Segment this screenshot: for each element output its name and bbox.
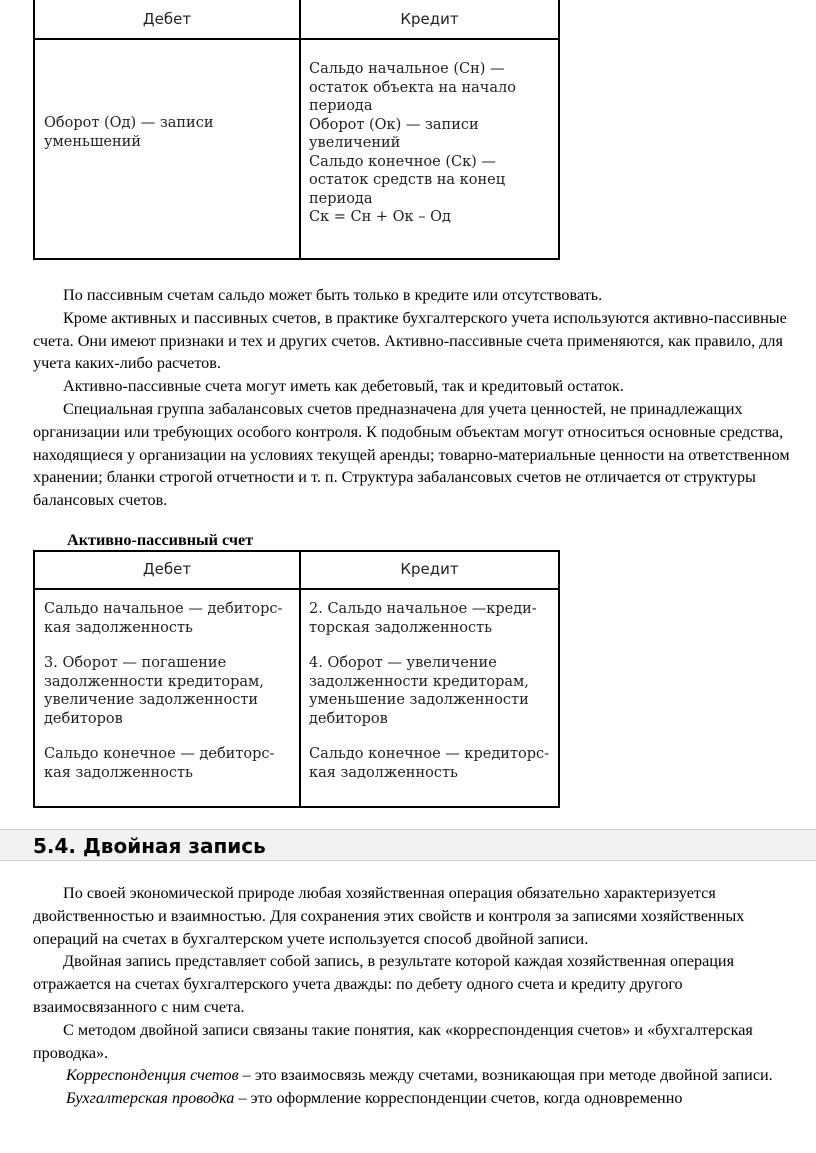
cell-line: 3. Оборот — погашение xyxy=(44,655,227,671)
definition-term: Бухгалтерская проводка xyxy=(66,1089,235,1108)
paragraph: По своей экономической природе любая хозяйственная операция обязательно характеризуется двойственностью и взаимностью. Для сохранения этих свойств и контроля за записями хозяйственных операций на счетах в бухгалтерском учете используется способ двойной записи. xyxy=(33,884,745,948)
paragraph: Специальная группа забалансовых счетов предназначена для учета ценностей, не принадлежащих организации или требующих особого контроля. К подобным объектам могут относиться основные средства, находящиеся у организации на условиях текущей аренды; товарно-материальные ценности на ответственном хранении; бланки строгой отчетности и т. п. Структура забалансовых счетов не отличается от структуры балансовых счетов. xyxy=(33,399,790,510)
debit-cell xyxy=(44,114,294,151)
paragraph: По пассивным счетам сальдо может быть только в кредите или отсутствовать. xyxy=(63,286,603,304)
paragraph: С методом двойной записи связаны такие понятия, как «корреспонденция счетов» и «бухгалтерская проводка». xyxy=(33,1020,753,1062)
cell-line: 4. Оборот — увеличение xyxy=(309,655,497,671)
body-text-bottom xyxy=(33,882,803,1110)
table-active-passive-account xyxy=(33,550,560,808)
definition-paragraph xyxy=(33,1064,803,1087)
cell-line: кая задолженность xyxy=(44,764,193,781)
credit-line: Оборот (Ок) — записи xyxy=(309,116,479,133)
cell-line: 2. Сальдо начальное —креди- xyxy=(309,601,537,617)
cell-line: задолженности кредиторам, xyxy=(309,673,529,690)
definition-paragraph xyxy=(33,1087,803,1110)
section-title: 5.4. Двойная запись xyxy=(33,834,266,858)
paragraph: Кроме активных и пассивных счетов, в практике бухгалтерского учета используются активно-пассивные счета. Они имеют признаки и тех и других счетов. Активно-пассивные счета применяются, как правило, для учета каких-либо расчетов. xyxy=(33,308,787,373)
column-divider xyxy=(299,552,301,806)
credit-line: периода xyxy=(309,190,373,207)
cell-line: кая задолженность xyxy=(309,764,458,781)
cell-line: Сальдо конечное — дебиторс- xyxy=(44,746,275,762)
credit-header: Кредит xyxy=(400,10,459,28)
cell-line: кая задолженность xyxy=(44,619,193,636)
credit-line: периода xyxy=(309,98,373,114)
debit-header: Дебет xyxy=(142,560,192,578)
credit-header: Кредит xyxy=(400,560,459,578)
table-header xyxy=(35,0,558,40)
cell-line: увеличение задолженности xyxy=(44,692,259,708)
debit-block xyxy=(44,745,296,782)
credit-cell xyxy=(309,60,554,227)
table-caption: Активно-пассивный счет xyxy=(67,531,254,549)
credit-line: Сальдо начальное (Сн) — xyxy=(309,61,505,77)
cell-line: уменьшение задолженности xyxy=(309,692,529,708)
cell-line: Сальдо конечное — кредиторс- xyxy=(309,746,550,762)
paragraph: Активно-пассивные счета могут иметь как дебетовый, так и кредитовый остаток. xyxy=(63,377,624,396)
debit-header: Дебет xyxy=(142,10,192,28)
definition-text: – это оформление корреспонденции счетов, когда одновременно xyxy=(238,1089,683,1108)
definition-term: Корреспонденция счетов xyxy=(66,1066,239,1085)
debit-block xyxy=(44,654,296,728)
column-divider xyxy=(299,0,301,258)
credit-cell xyxy=(309,600,557,799)
credit-block xyxy=(309,600,557,637)
cell-line: задолженности кредиторам, xyxy=(44,673,264,690)
paragraph: Двойная запись представляет собой запись, в результате которой каждая хозяйственная операция отражается на счетах бухгалтерского учета дважды: по дебету одного счета и кредиту другого взаимосвязанного с ним счета. xyxy=(33,952,735,1016)
table-passive-account xyxy=(33,0,560,260)
cell-line: торская задолженность xyxy=(309,619,493,636)
body-text-top xyxy=(33,284,803,512)
credit-line: Ск = Сн + Ок – Од xyxy=(309,209,451,225)
debit-line: Оборот (Од) — записи xyxy=(44,115,214,131)
table-header xyxy=(35,552,558,590)
credit-block xyxy=(309,745,557,782)
cell-line: Сальдо начальное — дебиторс- xyxy=(44,601,283,617)
debit-line: уменьшений xyxy=(44,133,142,150)
credit-line: Сальдо конечное (Ск) — xyxy=(309,153,496,170)
section-heading-bar xyxy=(0,829,816,861)
debit-cell xyxy=(44,600,296,799)
credit-block xyxy=(309,654,557,728)
cell-line: дебиторов xyxy=(309,710,388,727)
debit-block xyxy=(44,600,296,637)
credit-line: увеличений xyxy=(309,135,401,151)
credit-line: остаток объекта на начало xyxy=(309,79,516,96)
credit-line: остаток средств на конец xyxy=(309,172,506,188)
cell-line: дебиторов xyxy=(44,710,123,727)
definition-text: – это взаимосвязь между счетами, возникающая при методе двойной записи. xyxy=(242,1066,773,1085)
